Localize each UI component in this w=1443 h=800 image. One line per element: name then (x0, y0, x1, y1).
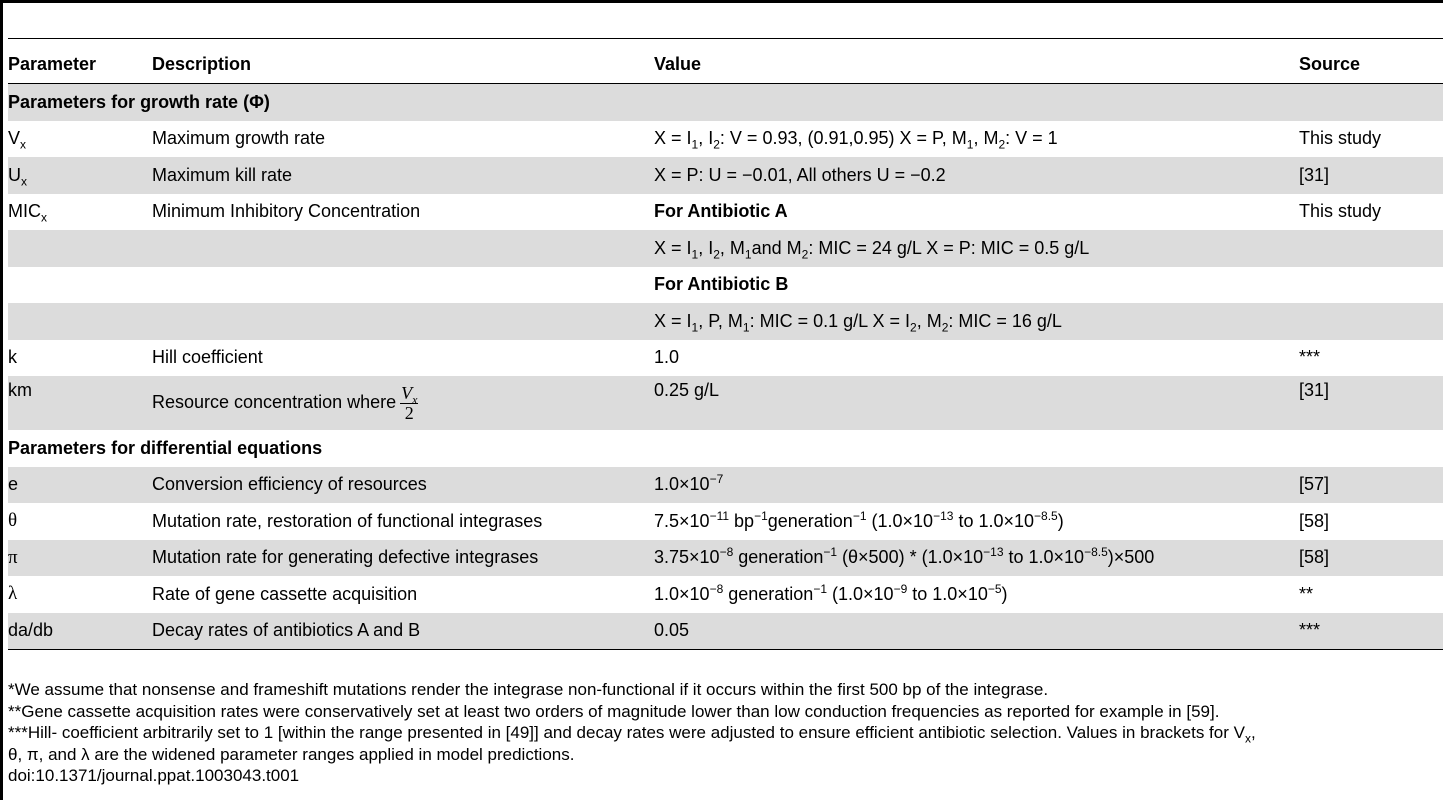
value-sub: 2 (941, 320, 949, 335)
section-diffeq-row (8, 430, 1443, 467)
param-symbol: MIC (8, 201, 41, 222)
footnote-3a-end: , (1250, 723, 1256, 742)
param-cell (8, 157, 152, 194)
desc-cell (152, 267, 654, 304)
value-cell: For Antibiotic B (654, 274, 789, 295)
source-cell (1299, 230, 1443, 267)
value-part: ) (1057, 510, 1064, 531)
left-border (0, 0, 3, 800)
value-part: 1.0×10 (654, 474, 710, 495)
footnote-3b: θ, π, and λ are the widened parameter ranges applied in model predictions. (8, 744, 575, 764)
source-cell: *** (1299, 613, 1443, 650)
value-sub: 1 (742, 320, 750, 335)
desc-text: Resource concentration where (152, 391, 397, 412)
value-cell (654, 540, 1299, 577)
value-part: )×500 (1107, 547, 1155, 568)
value-sub: 1 (966, 137, 974, 152)
desc-cell (152, 230, 654, 267)
value-part: (θ×500) * (1.0×10 (837, 547, 984, 568)
value-part: , M (973, 128, 999, 149)
desc-cell (152, 376, 654, 430)
value-cell (654, 576, 1299, 613)
table-row-theta (8, 503, 1443, 540)
section-growth-title: Parameters for growth rate (Φ) (8, 84, 1443, 121)
source-cell: This study (1299, 201, 1382, 222)
source-cell: *** (1299, 347, 1321, 368)
header-row (8, 45, 1443, 84)
parameter-table (8, 45, 1443, 650)
table-row-km (8, 376, 1443, 430)
footnote-3a-sub: x (1244, 731, 1251, 744)
header-rule (8, 38, 1443, 39)
value-sup: −8.5 (1034, 508, 1058, 523)
source-cell: [57] (1299, 467, 1443, 504)
value-part: , M (916, 310, 942, 331)
table-row-lambda (8, 576, 1443, 613)
value-part: : MIC = 24 g/L X = P: MIC = 0.5 g/L (808, 237, 1090, 258)
value-part: : MIC = 0.1 g/L X = I (749, 310, 911, 331)
value-part: to 1.0×10 (1003, 547, 1085, 568)
param-cell: km (8, 376, 152, 430)
table-row-mic-b (8, 303, 1443, 340)
source-cell: This study (1299, 128, 1382, 149)
header-description: Description (152, 53, 252, 74)
value-cell (654, 303, 1299, 340)
source-cell: [58] (1299, 510, 1330, 531)
value-sub: 2 (998, 137, 1006, 152)
param-subscript: x (20, 137, 27, 152)
desc-cell (152, 303, 654, 340)
desc-cell: Conversion efficiency of resources (152, 467, 654, 504)
value-sup: −8 (719, 545, 734, 560)
param-cell: e (8, 467, 152, 504)
value-cell (654, 121, 1299, 158)
value-sup: −13 (933, 508, 954, 523)
value-sup: −7 (709, 472, 724, 487)
fraction-numerator (400, 382, 418, 407)
param-cell (8, 121, 152, 158)
desc-cell: Decay rates of antibiotics A and B (152, 613, 654, 650)
value-sup: −1 (754, 508, 768, 523)
value-part: X = I (654, 128, 692, 149)
doi-line: doi:10.1371/journal.ppat.1003043.t001 (8, 766, 300, 785)
value-cell (654, 503, 1299, 540)
table-row-mic-a (8, 230, 1443, 267)
value-part: and M (751, 237, 802, 258)
value-part: to 1.0×10 (907, 583, 988, 604)
value-part: generation (767, 510, 853, 531)
footnote-3a-text: ***Hill- coefficient arbitrarily set to 1 [within the range presented in [49]] and decay rates were adjusted to ensure efficient antibiotic selection. Values in brackets for V (8, 723, 1245, 742)
value-part: 7.5×10 (654, 510, 710, 531)
value-part: generation (723, 583, 814, 604)
value-sub: 2 (801, 247, 809, 262)
param-subscript: x (41, 210, 47, 225)
numerator-subscript: x (412, 392, 418, 407)
value-sup: −9 (893, 581, 908, 596)
value-sup: −1 (823, 545, 838, 560)
param-cell (8, 230, 152, 267)
value-sub: 2 (713, 247, 720, 262)
table-row-pi (8, 540, 1443, 577)
value-sub: 1 (744, 247, 752, 262)
value-part: (1.0×10 (827, 583, 894, 604)
desc-cell: Maximum growth rate (152, 128, 326, 149)
value-part: 1.0×10 (654, 583, 710, 604)
value-part: : V = 1 (1005, 128, 1058, 149)
header-value: Value (654, 53, 702, 74)
param-cell: π (8, 540, 152, 577)
value-part: , I (698, 128, 714, 149)
desc-cell: Mutation rate, restoration of functional integrases (152, 510, 543, 531)
desc-cell: Minimum Inhibitory Concentration (152, 201, 421, 222)
source-cell: [31] (1299, 376, 1443, 430)
value-sup: −8 (709, 581, 724, 596)
value-cell (654, 230, 1299, 267)
value-part: : MIC = 16 g/L (948, 310, 1062, 331)
value-part: generation (733, 547, 824, 568)
table-row-k (8, 340, 1443, 377)
value-sub: 1 (691, 137, 699, 152)
desc-cell: Mutation rate for generating defective integrases (152, 540, 654, 577)
value-sup: −8.5 (1084, 545, 1108, 560)
fraction-denominator: 2 (404, 402, 414, 423)
header-parameter: Parameter (8, 53, 97, 74)
section-growth-row (8, 84, 1443, 121)
source-cell: ** (1299, 583, 1314, 604)
value-part: ) (1001, 583, 1008, 604)
value-sup: −1 (813, 581, 828, 596)
value-part: to 1.0×10 (953, 510, 1035, 531)
value-sub: 1 (691, 247, 699, 262)
source-cell: [31] (1299, 157, 1443, 194)
table-footnotes (8, 679, 1443, 787)
table-row-mic (8, 194, 1443, 231)
param-cell (8, 267, 152, 304)
value-cell: 1.0 (654, 347, 680, 368)
table-row-mic-b-head (8, 267, 1443, 304)
section-diffeq-title: Parameters for differential equations (8, 437, 323, 458)
param-cell: θ (8, 510, 18, 532)
value-cell: For Antibiotic A (654, 201, 788, 222)
param-symbol: V (8, 128, 21, 149)
fraction-formula (400, 384, 418, 423)
header-source: Source (1299, 53, 1361, 74)
table-row-dadb (8, 613, 1443, 650)
param-subscript: x (21, 174, 27, 189)
numerator-symbol: V (401, 382, 413, 403)
param-cell (8, 303, 152, 340)
value-sub: 2 (910, 320, 917, 335)
footnote-2: **Gene cassette acquisition rates were conservatively set at least two orders of magnitude lower than low conduction frequencies as reported for example in [59]. (8, 701, 1220, 721)
value-cell: 0.05 (654, 613, 1299, 650)
value-cell: 0.25 g/L (654, 376, 1299, 430)
value-part: X = I (654, 237, 692, 258)
value-part: , M (719, 237, 745, 258)
value-sub: 1 (691, 320, 699, 335)
param-cell: da/db (8, 613, 152, 650)
value-part: X = I (654, 310, 692, 331)
desc-cell: Rate of gene cassette acquisition (152, 583, 418, 604)
footnote-1: *We assume that nonsense and frameshift mutations render the integrase non-functional if it occurs within the first 500 bp of the integrase. (8, 680, 1049, 699)
table-row-vx (8, 121, 1443, 158)
desc-cell: Maximum kill rate (152, 157, 654, 194)
value-sup: −13 (983, 545, 1004, 560)
value-part: : V = 0.93, (0.91,0.95) X = P, M (719, 128, 967, 149)
footnote-3a (8, 722, 1443, 744)
value-part: , P, M (698, 310, 743, 331)
value-sup: −11 (709, 508, 730, 523)
value-sup: −5 (987, 581, 1002, 596)
param-symbol: U (8, 164, 21, 185)
source-cell (1299, 303, 1443, 340)
desc-cell: Hill coefficient (152, 347, 263, 368)
table-row-e (8, 467, 1443, 504)
value-cell (654, 467, 1299, 504)
value-part: bp (729, 510, 755, 531)
value-part: (1.0×10 (866, 510, 934, 531)
param-cell: k (8, 347, 17, 368)
top-border (0, 0, 1443, 3)
value-sub: 2 (713, 137, 720, 152)
value-part: , I (698, 237, 714, 258)
value-part: 3.75×10 (654, 547, 720, 568)
value-sup: −1 (852, 508, 867, 523)
table-row-ux (8, 157, 1443, 194)
source-cell: [58] (1299, 540, 1443, 577)
param-cell (8, 194, 152, 231)
source-cell (1299, 267, 1443, 304)
param-cell: λ (8, 583, 18, 605)
value-cell: X = P: U = −0.01, All others U = −0.2 (654, 157, 1299, 194)
